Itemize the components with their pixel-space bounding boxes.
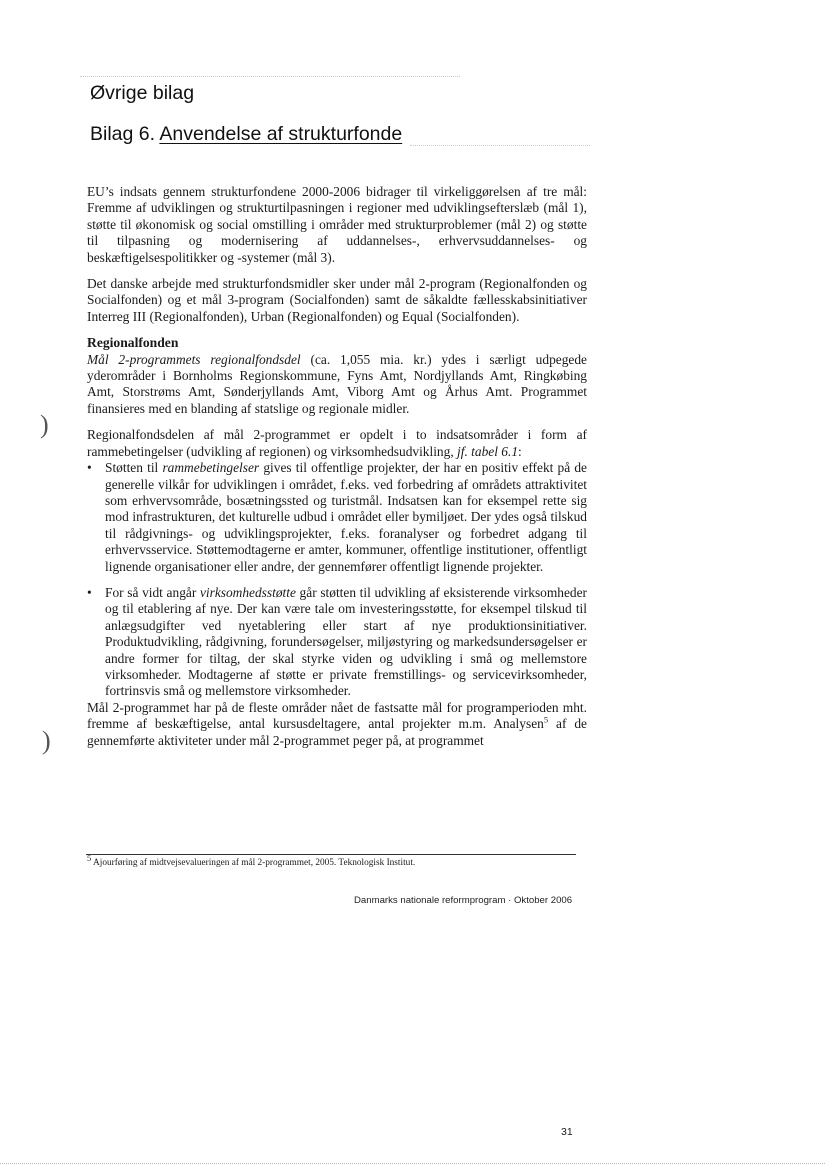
list-item [87, 585, 587, 700]
list-item-text: gives til offentlige projekter, der har en positiv effekt på de generelle vilkår for udviklingen i området, f.eks. ved forbedring af områdets attraktivitet som erhvervsområde, bosætningssted og turistmål. Indsatsen kan for eksempel rette sig mod infrastrukturen, det kulturelle udbud i området eller bymiljøet. Der ydes også tilskud til rådgivnings- og udviklingsprojekter, f.eks. foranalyser og forbedret adgang til erhvervsservice. Støttemodtagerne er amter, kommuner, offentlige institutioner, offentligt lignende organisationer eller andre, der gennemfører offentligt lignende projekter. [105, 460, 587, 574]
paragraph-intro: EU’s indsats gennem strukturfondene 2000-2006 bidrager til virkeliggørelsen af tre mål: Fremme af udviklingen og strukturtilpasningen i regioner med udviklingsefterslæb (mål 1), støtte til økonomisk og social omstilling i områder med strukturproblemer (mål 2) og støtte til tilpasning og modernisering af uddannelses-, erhvervsuddannelses- og beskæftigelsespolitikker og -systemer (mål 3). [87, 184, 587, 265]
scan-artifact-line [410, 145, 590, 146]
footnote-number: 5 [87, 852, 92, 863]
paragraph-areas [87, 427, 587, 460]
bullet-list [87, 460, 587, 700]
footnote-text: Ajourføring af midtvejsevalueringen af mål 2-programmet, 2005. Teknologisk Institut. [91, 858, 416, 868]
list-item-start: Støtten til [105, 460, 163, 476]
bullet-symbol: • [87, 584, 92, 600]
footnote-divider [86, 854, 576, 855]
scan-bottom-edge [0, 1163, 825, 1164]
paragraph-regional-program [87, 352, 587, 418]
margin-bracket-mark: ) [42, 726, 51, 755]
body-text [87, 184, 587, 759]
margin-bracket-mark: ) [40, 410, 49, 439]
list-item-text: går støtten til udvikling af eksisterende virksomheder og til etablering af nye. Der kan være tale om investeringsstøtte, for eksempel tilskud til anlægsudgifter ved nyetablering eller start af nye produktionsinitiativer. Produktudvikling, rådgivning, forundersøgelser, miljøstyring og markedsundersøgelser er andre former for tiltag, der skal styrke viden og udvikling i små og mellemstore virksomheder. Modtagerne af støtte er private fremstillings- og servicevirksomheder, fortrinsvis små og mellemstore virksomheder. [105, 584, 587, 699]
term-framework: rammebetingelser [162, 460, 260, 476]
paragraph-results [87, 700, 587, 749]
paragraph-results-text-b: af de gennemførte aktiviteter under mål 2-programmet peger på, at programmet [87, 716, 587, 748]
page-footer: Danmarks nationale reformprogram · Oktober 2006 [354, 895, 573, 906]
scan-artifact-line [80, 76, 460, 77]
section-title: Øvrige bilag [90, 82, 195, 104]
regionalfonden-heading: Regionalfonden [87, 335, 179, 351]
paragraph-danish-work: Det danske arbejde med strukturfondsmidler sker under mål 2-program (Regionalfonden og Socialfonden) og et mål 3-program (Socialfonden) samt de såkaldte fællesskabsinitiativer Interreg III (Regionalfonden), Urban (Regionalfonden) og Equal (Socialfonden). [87, 276, 587, 324]
footnote-ref: 5 [543, 714, 549, 725]
appendix-title [90, 123, 402, 146]
paragraph-areas-text: Regionalfondsdelen af mål 2-programmet er opdelt i to indsatsområder i form af rammebetingelser (udvikling af regionen) og virksomhedsudvikling, [87, 427, 587, 459]
footnote [87, 852, 587, 869]
appendix-prefix: Bilag 6. [90, 123, 160, 145]
paragraph-results-text-a: Mål 2-programmet har på de fleste områder nået de fastsatte mål for programperioden mht. fremme af beskæftigelse, antal kursusdeltagere, antal projekter m.m. Analysen [87, 699, 587, 732]
table-reference: jf. tabel 6.1 [457, 443, 519, 459]
paragraph-regional-program-text: (ca. 1,055 mia. kr.) ydes i særligt udpegede yderområder i Bornholms Regionskommune, Fyns Amt, Nordjyllands Amt, Ringkøbing Amt, Storstrøms Amt, Sønderjyllands Amt, Viborg Amt og Århus Amt. Programmet finansieres med en blanding af statslige og regionale midler. [87, 351, 587, 416]
bullet-symbol: • [87, 460, 92, 476]
list-item [87, 460, 587, 575]
appendix-title-text: Anvendelse af strukturfonde [159, 123, 403, 145]
page-number: 31 [561, 1126, 573, 1138]
list-item-start: For så vidt angår [105, 584, 200, 600]
term-regional-part: Mål 2-programmets regionalfondsdel [87, 351, 301, 367]
paragraph-areas-end: : [518, 443, 522, 459]
term-business-support: virksomhedsstøtte [199, 584, 296, 600]
